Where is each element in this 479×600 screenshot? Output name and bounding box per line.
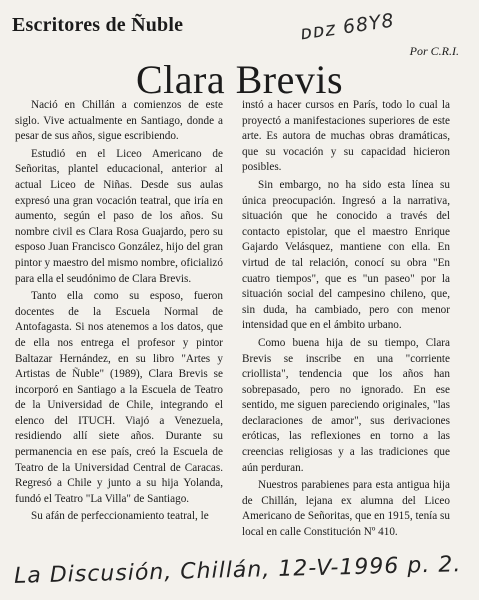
paragraph: Nació en Chillán a comienzos de este siglo. Vive actualmente en Santiago, donde a pesar de sus años, sigue escribiendo. (15, 99, 223, 143)
paragraph: instó a hacer cursos en París, todo lo cual la proyectó a manifestaciones superiores de este arte. Es autora de muchas obras dramáticas, que su vocación y su capacidad hicieron posibles. (242, 99, 450, 174)
paragraph: Sin embargo, no ha sido esta línea su única preocupación. Ingresó a la narrativa, situación que he conocido a través del contacto epistolar, que el maestro Enrique Gajardo Velásquez, mantiene con ella. En virtud de tal relación, conocí su obra "En cuatro tiempos", que es "un paseo" por la situación social del campesino chileno, que, sin duda, ha cambiado, pero con menor intensidad que en el ámbito urbano. (242, 178, 450, 332)
paragraph: Tanto ella como su esposo, fueron docentes de la Escuela Normal de Antofagasta. Si nos atenemos a los datos, que de ella nos entrega el profesor y pintor Baltazar Hernández, en su libro "Artes y Artistas de Ñuble" (1989), Clara Brevis se incorporó en Santiago a la Escuela de Teatro de la Universidad de Chile, integrando el elenco del ITUCH. Viajó a Venezuela, residiendo allí siete años. Durante su permanencia en ese país, creó la Escuela de Teatro de la Universidad Central de Caracas. Regresó a Chile y junto a su hija Yolanda, fundó el Teatro "La Villa" de Santiago. (15, 290, 223, 505)
section-title: Escritores de Ñuble (12, 14, 184, 36)
paragraph: Como buena hija de su tiempo, Clara Brevis se inscribe en una "corriente criollista", tendencia que los años han sobrepasado, pero no ignorado. En ese sentido, me siguen pareciendo originales, "las declaraciones de amor", sus derivaciones eróticas, las reflexiones en torno a las creencias religiosas y a las tradiciones que aún perduran. (242, 336, 450, 474)
paragraph: Estudió en el Liceo Americano de Señoritas, plantel educacional, anterior al actual Liceo de Niñas. Desde sus aulas expresó una gran vocación teatral, que iría en aumento, según el paso de los años. Su nombre civil es Clara Rosa Guajardo, pero su esposo Juan Francisco González, hijo del gran pintor y maestro del mismo nombre, oficializó para ella el seudónimo de Clara Brevis. (15, 147, 223, 285)
paragraph: Su afán de perfeccionamiento teatral, le (31, 510, 209, 523)
handwritten-code: ᴅᴅᴢ 68Y8 (298, 9, 396, 45)
right-column (242, 98, 450, 543)
handwritten-source-note: La Discusión, Chillán, 12-V-1996 p. 2. (13, 552, 462, 589)
left-column (15, 98, 223, 527)
byline: Por C.R.I. (409, 44, 459, 58)
paragraph: Nuestros parabienes para esta antigua hija de Chillán, lejana ex alumna del Liceo Americano de Señoritas, que en 1915, tenía su local en calle Constitución Nº 410. (242, 479, 450, 539)
article-headline: Clara Brevis (135, 57, 344, 102)
